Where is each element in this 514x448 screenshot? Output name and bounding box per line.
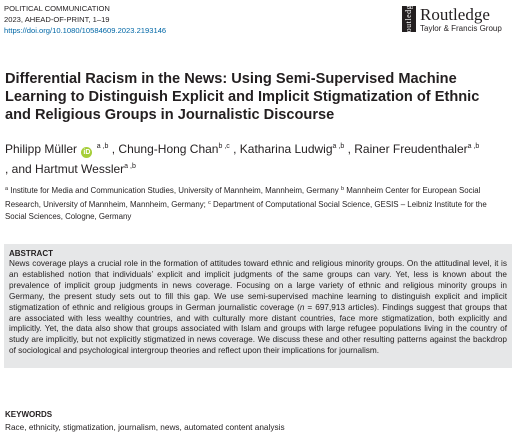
affiliation-c: Department of Computational Social Science, GESIS – Leibniz Institute for the Social Sciences, Cologne, Germany <box>5 200 487 221</box>
journal-name: POLITICAL COMMUNICATION <box>4 4 110 13</box>
routledge-mark-icon: Routledge <box>402 6 416 32</box>
publisher-name: Routledge <box>420 5 490 24</box>
publisher-logo[interactable] <box>402 0 502 38</box>
publisher-group: Taylor & Francis Group <box>420 24 502 33</box>
author-name[interactable]: Philipp Müller <box>5 142 78 156</box>
journal-issue: 2023, AHEAD-OF-PRINT, 1–19 <box>4 15 110 24</box>
author-affiliation-marks[interactable]: a ,b <box>96 143 109 150</box>
author-name[interactable]: , Rainer Freudenthaler <box>347 142 468 156</box>
doi-link[interactable]: https://doi.org/10.1080/10584609.2023.2193146 <box>4 26 167 35</box>
affiliation-mark: c <box>208 200 211 206</box>
author-affiliation-marks[interactable]: b ,c <box>218 143 230 150</box>
author-name[interactable]: , Katharina Ludwig <box>233 142 333 156</box>
author-name[interactable]: , Chung-Hong Chan <box>111 142 219 156</box>
affiliation-b: Mannheim Center for European Social Research, University of Mannheim, Mannheim, Germany <box>5 186 481 209</box>
affiliation-a: Institute for Media and Communication Studies, University of Mannheim, Mannheim, Germany <box>10 186 339 195</box>
keywords-text: Race, ethnicity, stigmatization, journalism, news, automated content analysis <box>5 423 285 432</box>
abstract-box <box>4 244 512 368</box>
author-list <box>5 138 510 178</box>
journal-header <box>4 3 166 36</box>
abstract-text: News coverage plays a crucial role in the formation of attitudes toward ethnic and religious minority groups. On the attitudinal level, it is an established notion that individuals’ explicit and implicit judgments of the same groups can vary. Yet, less is known about the prevalence of implicit group judgments in news coverage. Focusing on a large variety of ethnic and religious minority groups in Germany, the present study sets out to fill this gap. We use semi-supervised machine learning to distinguish explicit and implicit stigmatization of ethnic and religious groups in German journalistic coverage (n = 697,913 articles). Findings suggest that groups that are associated with less wealthy countries, and with culturally more distant countries, face more stigmatization, both explicitly and implicitly. Yet, the data also show that groups associated with Islam and groups with large refugee populations living in the country of study are implicitly, but not explicitly stigmatized in news coverage. We discuss these and other resulting patterns against the backdrop of sociological and psychological intergroup theories and reflect upon their implications for journalism. <box>9 259 507 356</box>
abstract-heading: ABSTRACT <box>9 249 53 258</box>
author-name[interactable]: , and Hartmut Wessler <box>5 162 125 176</box>
affiliations: $^a$ Institute for Media and Communication Studies, University of Mannheim, Mannheim, Germany $^b$ Mannheim Center for European Social Research, University of Mannheim, Mannheim, Germany; $^c$ Department of Computational Social Science, GESIS – Leibniz Institute for the Social Sciences, Cologne, Germany <box>5 186 487 221</box>
author-affiliation-marks[interactable]: a ,b <box>467 143 480 150</box>
orcid-icon[interactable]: iD <box>83 149 91 156</box>
affiliation-mark: a <box>5 186 9 192</box>
article-title: Differential Racism in the News: Using Semi-Supervised Machine Learning to Distinguish Explicit and Implicit Stigmatization of Ethnic and Religious Groups in Journalistic Discourse <box>5 71 480 123</box>
author-affiliation-marks[interactable]: a ,b <box>332 143 345 150</box>
author-affiliation-marks[interactable]: a ,b <box>124 163 136 170</box>
keywords-heading: KEYWORDS <box>5 410 53 419</box>
affiliation-mark: b <box>340 186 345 192</box>
